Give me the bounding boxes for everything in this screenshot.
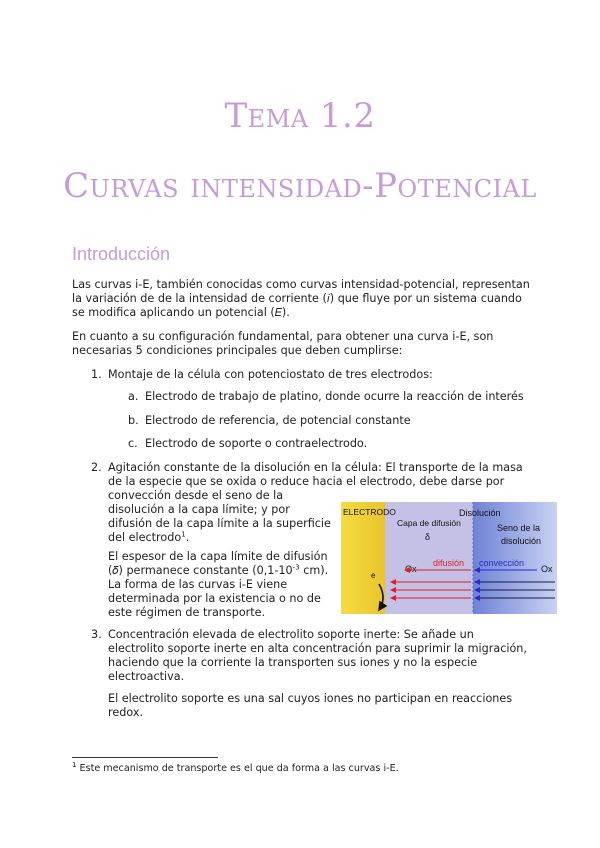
intro-paragraph: Las curvas i-E, también conocidas como curvas intensidad-potencial, representan la variación de de la intensidad de corriente (𝑖) que fluye por un sistema cuando se modifica aplicando un potencial (𝐸). <box>72 278 530 319</box>
text-line: Agitación constante de la disolución en la célula: El transporte de la masa <box>108 461 523 474</box>
document-subtitle: Curvas intensidad-Potencial <box>63 166 537 206</box>
sublist-item: Electrodo de soporte o contraelectrodo. <box>145 437 368 450</box>
text-line: convección desde el seno de la <box>108 489 284 502</box>
list-item-paragraph: El electrolito soporte es una sal cuyos iones no participan en reacciones redox. <box>108 692 513 719</box>
sublist-item: Electrodo de referencia, de potencial constante <box>145 414 411 427</box>
footnote <box>72 760 399 775</box>
text-line: de la especie que se oxida o reduce hacia el electrodo, debe darse por <box>108 475 505 488</box>
sublist-letter: c. <box>128 437 138 450</box>
text-line: La forma de las curvas i-E viene <box>108 578 288 591</box>
text-line: disolución a la capa límite; y por <box>108 503 290 516</box>
bulk-label-line2: disolución <box>501 536 542 546</box>
electrode-label: ELECTRODO <box>343 507 396 517</box>
document-title: Tema 1.2 <box>224 96 376 136</box>
electron-label: e <box>371 571 376 580</box>
diffusion-layer-figure <box>341 502 557 614</box>
list-number: 3. <box>91 628 102 641</box>
conditions-paragraph: En cuanto a su configuración fundamental, para obtener una curva i-E, son necesarias 5 condiciones principales que deben cumplirse: <box>72 330 494 357</box>
text-fragment: (𝛿) permanece constante (0,1-10 <box>108 564 293 577</box>
solution-label: Disolución <box>459 508 501 518</box>
bulk-label-line1: Seno de la <box>497 523 541 533</box>
footnote-separator <box>72 757 218 758</box>
text-line <box>108 564 344 578</box>
sublist-letter: b. <box>128 414 139 427</box>
exponent: -3 <box>292 563 300 572</box>
section-heading: Introducción <box>72 244 171 264</box>
footnote-ref: 1 <box>181 530 186 539</box>
list-number: 1. <box>91 368 102 381</box>
electrode-region <box>341 502 385 614</box>
text-line: El espesor de la capa límite de difusión <box>108 550 328 563</box>
convection-label: convección <box>479 558 525 568</box>
diffusion-label: difusión <box>433 558 465 568</box>
list-number: 2. <box>91 461 102 474</box>
diffusion-layer-label: Capa de difusión <box>397 518 461 528</box>
ox-left-label: Ox <box>405 564 417 574</box>
text-fragment: . <box>185 531 190 544</box>
text-fragment: cm). <box>299 564 329 577</box>
footnote-text: Este mecanismo de transporte es el que da forma a las curvas i-E. <box>76 763 399 774</box>
text-line: determinada por la existencia o no de <box>108 592 321 605</box>
text-line: difusión de la capa límite a la superficie <box>108 517 331 530</box>
ox-right-label: Ox <box>541 564 553 574</box>
sublist-letter: a. <box>128 390 139 403</box>
delta-label: δ <box>425 532 431 542</box>
list-item-text: Montaje de la célula con potenciostato de tres electrodos: <box>108 368 433 381</box>
text-fragment: del electrodo <box>108 531 182 544</box>
list-item-text: Concentración elevada de electrolito soporte inerte: Se añade un electrolito soporte inerte en alta concentración para suprimir la migración, haciendo que la corriente la transporten sus iones y no la especie electroactiva. <box>108 628 527 683</box>
sublist-item: Electrodo de trabajo de platino, donde ocurre la reacción de interés <box>145 390 524 403</box>
list-item-paragraph <box>108 550 344 620</box>
footnote-number: 1 <box>72 760 77 769</box>
text-line: este régimen de transporte. <box>108 606 266 619</box>
